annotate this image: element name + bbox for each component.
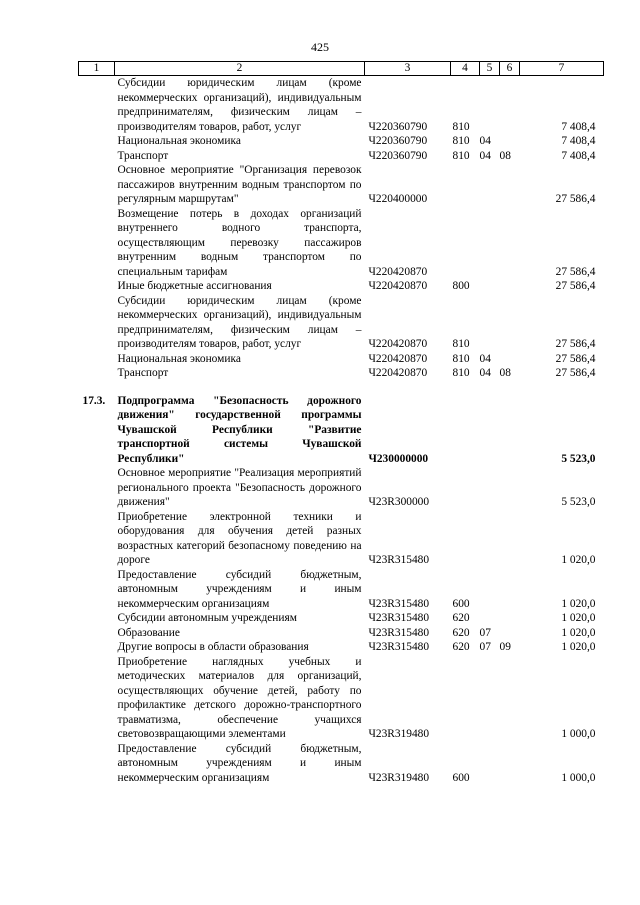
item-name: Транспорт <box>117 149 169 162</box>
subsection <box>500 381 520 467</box>
target-code: Ч220420870 <box>368 265 428 278</box>
row-number <box>79 76 115 135</box>
item-name: Подпрограмма "Безопасность дорожного движения" государственной программы Чувашской Республики "Развитие транспортной системы Чувашской Республики" <box>117 394 362 465</box>
subsection <box>500 134 520 149</box>
expense-type: 810 <box>452 135 470 147</box>
target-code: Ч220420870 <box>368 352 428 365</box>
table-body <box>79 76 604 786</box>
table-row <box>79 611 604 626</box>
item-name: Иные бюджетные ассигнования <box>117 280 272 292</box>
section: 04 <box>479 135 491 147</box>
table-header <box>79 62 604 76</box>
section <box>480 611 500 626</box>
target-code: Ч23R315480 <box>368 641 430 653</box>
header-col-2: 2 <box>115 62 365 76</box>
target-code: Ч220420870 <box>368 367 428 379</box>
section <box>480 294 500 352</box>
table-row <box>79 352 604 367</box>
subsection <box>500 611 520 626</box>
target-code: Ч220360790 <box>368 149 428 162</box>
section <box>480 76 500 135</box>
item-name: Предоставление субсидий бюджетным, автономным учреждениям и иным некоммерческим организациям <box>117 742 362 784</box>
table-row <box>79 640 604 655</box>
row-number <box>79 510 115 568</box>
budget-table <box>78 61 604 785</box>
row-number <box>79 149 115 164</box>
table-row <box>79 381 604 467</box>
amount: 27 586,4 <box>555 352 596 365</box>
target-code: Ч23R315480 <box>368 626 430 639</box>
section: 07 <box>479 626 491 639</box>
page-number: 425 <box>311 40 329 54</box>
expense-type: 620 <box>452 641 470 653</box>
section <box>480 279 500 294</box>
target-code: Ч220360790 <box>368 120 428 133</box>
amount: 1 020,0 <box>561 626 596 639</box>
row-number <box>79 294 115 352</box>
amount: 27 586,4 <box>555 280 596 292</box>
section <box>480 655 500 742</box>
expense-type <box>451 510 480 568</box>
target-code: Ч220420870 <box>368 338 428 350</box>
item-name: Приобретение электронной техники и оборудования для обучения детей разных возрастных категорий безопасному поведению на дороге <box>117 510 362 566</box>
subsection: 08 <box>499 149 511 162</box>
header-col-3: 3 <box>365 62 451 76</box>
subsection <box>500 626 520 641</box>
table-row <box>79 568 604 612</box>
header-col-4: 4 <box>451 62 480 76</box>
expense-type: 810 <box>452 352 470 365</box>
item-name: Субсидии автономным учреждениям <box>117 612 297 624</box>
expense-type: 810 <box>452 367 470 379</box>
header-col-7: 7 <box>520 62 604 76</box>
expense-type: 620 <box>452 626 470 639</box>
row-number <box>79 611 115 626</box>
section <box>480 568 500 612</box>
row-number <box>79 366 115 381</box>
subsection: 09 <box>499 641 511 653</box>
item-name: Образование <box>117 626 180 639</box>
row-number <box>79 279 115 294</box>
table-row <box>79 149 604 164</box>
item-name: Транспорт <box>117 367 169 379</box>
table-row <box>79 294 604 352</box>
expense-type <box>451 655 480 742</box>
amount: 1 000,0 <box>561 728 596 740</box>
subsection <box>500 207 520 280</box>
target-code: Ч23R315480 <box>368 612 430 624</box>
item-name: Основное мероприятие "Организация перевозок пассажиров внутренним водным транспортом по регулярным маршрутам" <box>117 164 362 205</box>
expense-type: 810 <box>452 338 470 350</box>
row-number <box>79 640 115 655</box>
header-row <box>79 62 604 76</box>
amount: 1 020,0 <box>561 597 596 610</box>
amount: 1 020,0 <box>561 612 596 624</box>
item-name: Приобретение наглядных учебных и методических материалов для организаций, осуществляющих обучение детей, работу по профилактике детского дорожно-транспортного травматизма, обеспечение учащихся световозвращающими элементами <box>117 655 362 740</box>
item-name: Национальная экономика <box>117 352 241 365</box>
target-code: Ч230000000 <box>368 452 429 465</box>
expense-type: 600 <box>452 597 470 610</box>
table-row <box>79 207 604 280</box>
amount: 5 523,0 <box>561 496 596 508</box>
table-row <box>79 134 604 149</box>
subsection <box>500 294 520 352</box>
item-name: Национальная экономика <box>117 135 241 147</box>
subsection <box>500 163 520 207</box>
amount: 27 586,4 <box>555 265 596 278</box>
amount: 1 020,0 <box>561 641 596 653</box>
section <box>480 207 500 280</box>
table-row <box>79 163 604 207</box>
table-row <box>79 626 604 641</box>
table-row <box>79 742 604 786</box>
expense-type: 810 <box>452 149 470 162</box>
subsection <box>500 352 520 367</box>
subsection <box>500 655 520 742</box>
target-code: Ч220400000 <box>368 193 428 205</box>
target-code: Ч23R319480 <box>368 728 430 740</box>
target-code: Ч23R315480 <box>368 554 430 566</box>
expense-type: 600 <box>452 771 470 784</box>
amount: 5 523,0 <box>561 452 596 465</box>
subsection <box>500 76 520 135</box>
row-number <box>79 207 115 280</box>
amount: 1 020,0 <box>561 554 596 566</box>
amount: 27 586,4 <box>555 193 596 205</box>
subsection <box>500 466 520 510</box>
amount: 7 408,4 <box>561 149 596 162</box>
subsection: 08 <box>499 367 511 379</box>
table-row <box>79 76 604 135</box>
section <box>480 466 500 510</box>
header-col-6: 6 <box>500 62 520 76</box>
section <box>480 163 500 207</box>
table-row <box>79 655 604 742</box>
item-name: Субсидии юридическим лицам (кроме некоммерческих организаций), индивидуальным предпринимателям, физическим лицам – производителям товаров, работ, услуг <box>117 294 362 350</box>
row-number <box>79 134 115 149</box>
section: 04 <box>479 352 491 365</box>
item-name: Другие вопросы в области образования <box>117 641 309 653</box>
row-number <box>79 163 115 207</box>
table-row <box>79 279 604 294</box>
expense-type <box>451 381 480 467</box>
target-code: Ч23R315480 <box>368 597 430 610</box>
row-number: 17.3. <box>82 394 106 407</box>
row-number <box>79 742 115 786</box>
expense-type: 810 <box>452 120 470 133</box>
header-col-1: 1 <box>79 62 115 76</box>
amount: 27 586,4 <box>555 367 596 379</box>
subsection <box>500 510 520 568</box>
amount: 1 000,0 <box>561 771 596 784</box>
row-number <box>79 352 115 367</box>
section: 07 <box>479 641 491 653</box>
expense-type <box>451 163 480 207</box>
subsection <box>500 742 520 786</box>
expense-type <box>451 207 480 280</box>
item-name: Предоставление субсидий бюджетным, автономным учреждениям и иным некоммерческим организациям <box>117 568 362 610</box>
item-name: Возмещение потерь в доходах организаций внутреннего водного транспорта, осуществляющим перевозку пассажиров внутренним водным транспортом по специальным тарифам <box>117 207 362 278</box>
table-row <box>79 510 604 568</box>
header-col-5: 5 <box>480 62 500 76</box>
expense-type <box>451 466 480 510</box>
item-name: Основное мероприятие "Реализация мероприятий регионального проекта "Безопасность дорожного движения" <box>117 467 362 508</box>
item-name: Субсидии юридическим лицам (кроме некоммерческих организаций), индивидуальным предпринимателям, физическим лицам – производителям товаров, работ, услуг <box>117 77 362 133</box>
row-number <box>79 466 115 510</box>
row-number <box>79 626 115 641</box>
table-row <box>79 466 604 510</box>
expense-type: 620 <box>452 612 470 624</box>
subsection <box>500 279 520 294</box>
section: 04 <box>479 367 491 379</box>
table-row <box>79 366 604 381</box>
subsection <box>500 568 520 612</box>
amount: 7 408,4 <box>561 120 596 133</box>
amount: 27 586,4 <box>555 338 596 350</box>
target-code: Ч23R300000 <box>368 496 430 508</box>
row-number <box>79 655 115 742</box>
section <box>480 742 500 786</box>
section: 04 <box>479 149 491 162</box>
expense-type: 800 <box>452 280 470 292</box>
amount: 7 408,4 <box>561 135 596 147</box>
target-code: Ч220420870 <box>368 280 428 292</box>
section <box>480 381 500 467</box>
section <box>480 510 500 568</box>
target-code: Ч220360790 <box>368 135 428 147</box>
target-code: Ч23R319480 <box>368 771 430 784</box>
row-number <box>79 568 115 612</box>
